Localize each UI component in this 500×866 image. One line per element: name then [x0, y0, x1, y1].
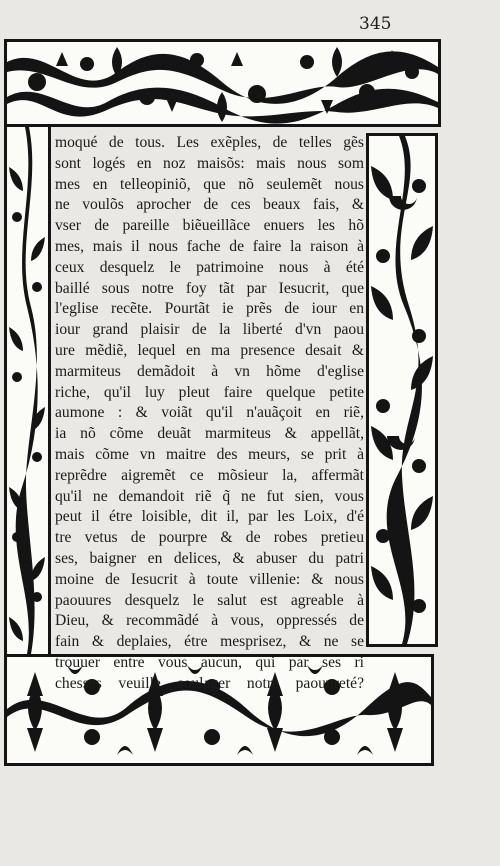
text-line: vser de pareille biẽueillãce enuers les hõ	[55, 217, 364, 235]
text-line: mais cõme vn maitre des meurs, se prit à	[55, 445, 364, 463]
text-line: peut il étre loisible, dit il, par les Loix, d'é	[55, 508, 364, 526]
text-line: mes en telleopiniõ, que nõ seulemẽt nous	[55, 175, 364, 193]
text-line: sont logés en noz maisõs: mais nous som	[55, 154, 364, 172]
text-line: ses, baigner en delices, & abuser du patri	[55, 549, 364, 567]
text-line: ne voulõs aprocher de ces beaux fais, &	[55, 196, 364, 214]
text-line: iour grand plaisir de la liberté d'vn paou	[55, 321, 364, 339]
text-line: paouures desquelz le salut est agreable à	[55, 591, 364, 609]
text-line: marmiteus demãdoit à vn hõme d'eglise	[55, 362, 364, 380]
text-line: baillé sous notre foy tãt par Iesucrit, que	[55, 279, 364, 297]
text-line: l'eglise recẽte. Pourtãt ie prẽs de iour en	[55, 300, 364, 318]
text-line: moqué de tous. Les exẽples, de telles gẽs	[55, 134, 364, 151]
text-line: moine de Iesucrit à toute villenie: & nous	[55, 570, 364, 588]
text-line: fain & deplaies, étre mesprisez, & ne se	[55, 633, 364, 651]
text-line: qu'il ne demandoit riẽ q̃ ne fut sien, vous	[55, 487, 364, 505]
body-text	[55, 133, 364, 692]
page-number: 345	[359, 14, 392, 34]
text-line: Dieu, & recommãdé à vous, oppressés de	[55, 612, 364, 630]
left-ornamental-border	[4, 127, 51, 654]
text-line: reprẽdre aigremẽt ce mõsieur la, affermãt	[55, 466, 364, 484]
text-line: ure mẽdiẽ, lequel en ma presence desait &	[55, 341, 364, 359]
text-line: ceux desquelz le patrimoine nous à été	[55, 258, 364, 276]
right-ornamental-border	[366, 133, 438, 647]
top-ornamental-border	[4, 39, 441, 127]
text-line: chesses veuille soulager notre paouureté?	[55, 674, 364, 692]
text-line: ia nõ cõme deuãt marmiteus & appellãt,	[55, 425, 364, 443]
text-line: riche, qu'il luy pleut faire quelque petite	[55, 383, 364, 401]
text-line: aumone : & voiãt qu'il n'auãçoit en riẽ,	[55, 404, 364, 422]
text-line: tre vetus de pourpre & de robes pretieu	[55, 529, 364, 547]
text-line: trouuer entre vous aucun, qui par ses ri	[55, 653, 364, 671]
text-line: mes, mais il nous fache de faire la raison à	[55, 237, 364, 255]
